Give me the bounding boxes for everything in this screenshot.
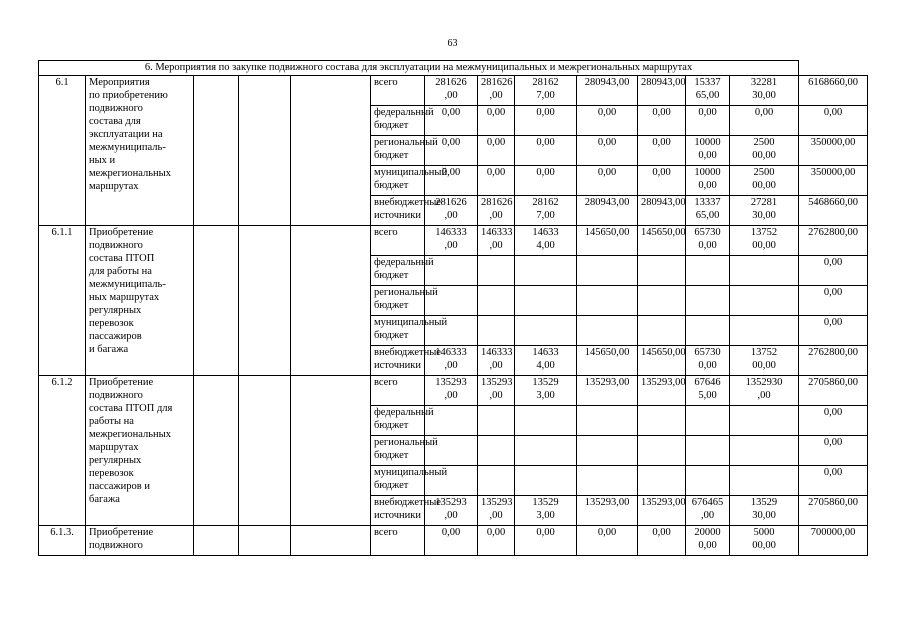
executor-cell	[194, 76, 239, 226]
funding-source: муниципальный бюджет	[371, 166, 425, 196]
funding-source: федеральный бюджет	[371, 406, 425, 436]
value-cell	[638, 256, 686, 286]
value-cell: 0,00	[577, 166, 638, 196]
table-row	[39, 226, 868, 256]
value-cell: 28162 7,00	[515, 76, 577, 106]
value-cell: 281626 ,00	[478, 196, 515, 226]
value-cell: 0,00	[577, 526, 638, 556]
funding-source: региональный бюджет	[371, 286, 425, 316]
value-cell: 13337 65,00	[686, 196, 730, 226]
value-cell: 280943,00	[638, 196, 686, 226]
value-cell	[730, 406, 799, 436]
item-name: Приобретение подвижного состава ПТОП для работы на межмуниципаль- ных маршрутах регулярных перевозок пассажиров и багажа	[86, 226, 194, 376]
item-number: 6.1	[39, 76, 86, 226]
value-cell	[577, 256, 638, 286]
spacer-cell	[291, 376, 371, 526]
value-cell: 0,00	[799, 256, 868, 286]
value-cell: 67646 5,00	[686, 376, 730, 406]
value-cell	[686, 256, 730, 286]
funding-source: внебюджетные источники	[371, 196, 425, 226]
value-cell: 2500 00,00	[730, 166, 799, 196]
value-cell: 146333 ,00	[425, 226, 478, 256]
executor-cell	[194, 226, 239, 376]
value-cell: 0,00	[799, 466, 868, 496]
value-cell: 6168660,00	[799, 76, 868, 106]
funding-source: федеральный бюджет	[371, 256, 425, 286]
value-cell: 13529 3,00	[515, 496, 577, 526]
value-cell	[478, 316, 515, 346]
item-name: Приобретение подвижного состава ПТОП для работы на межрегиональных маршрутах регулярных перевозок пассажиров и багажа	[86, 376, 194, 526]
value-cell	[686, 316, 730, 346]
term-cell	[239, 526, 291, 556]
funding-source: всего	[371, 526, 425, 556]
value-cell: 281626 ,00	[425, 196, 478, 226]
value-cell: 13752 00,00	[730, 226, 799, 256]
value-cell	[478, 256, 515, 286]
executor-cell	[194, 376, 239, 526]
value-cell	[686, 406, 730, 436]
value-cell: 5000 00,00	[730, 526, 799, 556]
value-cell: 0,00	[799, 286, 868, 316]
value-cell: 2762800,00	[799, 226, 868, 256]
value-cell: 135293 ,00	[425, 496, 478, 526]
value-cell	[638, 316, 686, 346]
section-header-row	[39, 61, 868, 76]
value-cell	[515, 436, 577, 466]
value-cell	[577, 316, 638, 346]
value-cell	[478, 466, 515, 496]
value-cell: 146333 ,00	[425, 346, 478, 376]
value-cell	[730, 436, 799, 466]
funding-source: внебюджетные источники	[371, 496, 425, 526]
value-cell: 13752 00,00	[730, 346, 799, 376]
value-cell	[638, 406, 686, 436]
funding-source: внебюджетные источники	[371, 346, 425, 376]
value-cell: 14633 4,00	[515, 346, 577, 376]
table-row	[39, 76, 868, 106]
funding-source: федеральный бюджет	[371, 106, 425, 136]
value-cell: 145650,00	[638, 226, 686, 256]
value-cell: 0,00	[799, 436, 868, 466]
value-cell: 0,00	[478, 106, 515, 136]
value-cell: 2705860,00	[799, 376, 868, 406]
page-number: 63	[447, 38, 458, 49]
value-cell: 1352930 ,00	[730, 376, 799, 406]
value-cell: 280943,00	[577, 76, 638, 106]
value-cell: 700000,00	[799, 526, 868, 556]
item-number: 6.1.3.	[39, 526, 86, 556]
value-cell	[638, 436, 686, 466]
value-cell: 135293,00	[638, 496, 686, 526]
value-cell: 13529 3,00	[515, 376, 577, 406]
value-cell: 0,00	[638, 136, 686, 166]
funding-source: всего	[371, 226, 425, 256]
executor-cell	[194, 526, 239, 556]
value-cell: 0,00	[577, 136, 638, 166]
term-cell	[239, 76, 291, 226]
value-cell	[478, 286, 515, 316]
value-cell: 145650,00	[638, 346, 686, 376]
value-cell: 350000,00	[799, 166, 868, 196]
value-cell: 13529 30,00	[730, 496, 799, 526]
value-cell: 10000 0,00	[686, 136, 730, 166]
value-cell: 0,00	[425, 106, 478, 136]
value-cell: 146333 ,00	[478, 346, 515, 376]
value-cell: 5468660,00	[799, 196, 868, 226]
value-cell	[638, 466, 686, 496]
funding-source: региональный бюджет	[371, 136, 425, 166]
value-cell: 0,00	[515, 136, 577, 166]
funding-source: муниципальный бюджет	[371, 316, 425, 346]
value-cell	[638, 286, 686, 316]
value-cell: 0,00	[478, 526, 515, 556]
funding-source: всего	[371, 76, 425, 106]
value-cell: 135293,00	[577, 376, 638, 406]
funding-source: всего	[371, 376, 425, 406]
spacer-cell	[291, 76, 371, 226]
value-cell: 14633 4,00	[515, 226, 577, 256]
funding-source: муниципальный бюджет	[371, 466, 425, 496]
value-cell	[515, 286, 577, 316]
value-cell: 0,00	[425, 526, 478, 556]
value-cell	[577, 436, 638, 466]
value-cell	[478, 406, 515, 436]
value-cell: 145650,00	[577, 346, 638, 376]
value-cell: 65730 0,00	[686, 346, 730, 376]
table-row	[39, 376, 868, 406]
value-cell: 28162 7,00	[515, 196, 577, 226]
value-cell: 350000,00	[799, 136, 868, 166]
item-number: 6.1.2	[39, 376, 86, 526]
value-cell	[730, 316, 799, 346]
value-cell: 135293 ,00	[478, 496, 515, 526]
value-cell: 0,00	[799, 316, 868, 346]
term-cell	[239, 376, 291, 526]
value-cell: 0,00	[425, 136, 478, 166]
value-cell: 2762800,00	[799, 346, 868, 376]
value-cell: 135293 ,00	[425, 376, 478, 406]
value-cell: 0,00	[515, 106, 577, 136]
spacer-cell	[291, 226, 371, 376]
value-cell: 135293,00	[638, 376, 686, 406]
value-cell: 135293 ,00	[478, 376, 515, 406]
value-cell: 0,00	[478, 166, 515, 196]
value-cell	[686, 466, 730, 496]
value-cell: 0,00	[686, 106, 730, 136]
value-cell: 0,00	[799, 406, 868, 436]
value-cell: 0,00	[730, 106, 799, 136]
value-cell: 2705860,00	[799, 496, 868, 526]
value-cell: 0,00	[799, 106, 868, 136]
item-name: Мероприятия по приобретению подвижного состава для эксплуатации на межмуниципаль- ных и межрегиональных маршрутах	[86, 76, 194, 226]
value-cell: 10000 0,00	[686, 166, 730, 196]
value-cell	[686, 436, 730, 466]
value-cell: 0,00	[638, 526, 686, 556]
value-cell: 280943,00	[577, 196, 638, 226]
table-row	[39, 526, 868, 556]
value-cell: 2500 00,00	[730, 136, 799, 166]
value-cell	[686, 286, 730, 316]
value-cell: 65730 0,00	[686, 226, 730, 256]
value-cell	[577, 406, 638, 436]
item-number: 6.1.1	[39, 226, 86, 376]
value-cell: 0,00	[638, 166, 686, 196]
value-cell	[730, 286, 799, 316]
value-cell: 32281 30,00	[730, 76, 799, 106]
value-cell: 145650,00	[577, 226, 638, 256]
value-cell: 135293,00	[577, 496, 638, 526]
spacer-cell	[291, 526, 371, 556]
budget-table	[38, 60, 868, 556]
value-cell: 0,00	[478, 136, 515, 166]
value-cell	[515, 316, 577, 346]
value-cell: 0,00	[425, 166, 478, 196]
value-cell: 281626 ,00	[425, 76, 478, 106]
value-cell: 281626 ,00	[478, 76, 515, 106]
item-name: Приобретение подвижного	[86, 526, 194, 556]
section-title: 6. Мероприятия по закупке подвижного состава для эксплуатации на межмуниципальных и межрегиональных маршрутах	[39, 61, 799, 76]
funding-source: региональный бюджет	[371, 436, 425, 466]
value-cell: 20000 0,00	[686, 526, 730, 556]
value-cell: 0,00	[638, 106, 686, 136]
value-cell	[730, 256, 799, 286]
value-cell: 676465 ,00	[686, 496, 730, 526]
value-cell: 0,00	[577, 106, 638, 136]
value-cell	[515, 256, 577, 286]
value-cell	[515, 466, 577, 496]
value-cell: 27281 30,00	[730, 196, 799, 226]
term-cell	[239, 226, 291, 376]
value-cell: 146333 ,00	[478, 226, 515, 256]
value-cell	[730, 466, 799, 496]
value-cell	[577, 466, 638, 496]
value-cell	[515, 406, 577, 436]
value-cell	[478, 436, 515, 466]
value-cell: 0,00	[515, 166, 577, 196]
value-cell	[577, 286, 638, 316]
value-cell: 0,00	[515, 526, 577, 556]
value-cell: 15337 65,00	[686, 76, 730, 106]
value-cell: 280943,00	[638, 76, 686, 106]
